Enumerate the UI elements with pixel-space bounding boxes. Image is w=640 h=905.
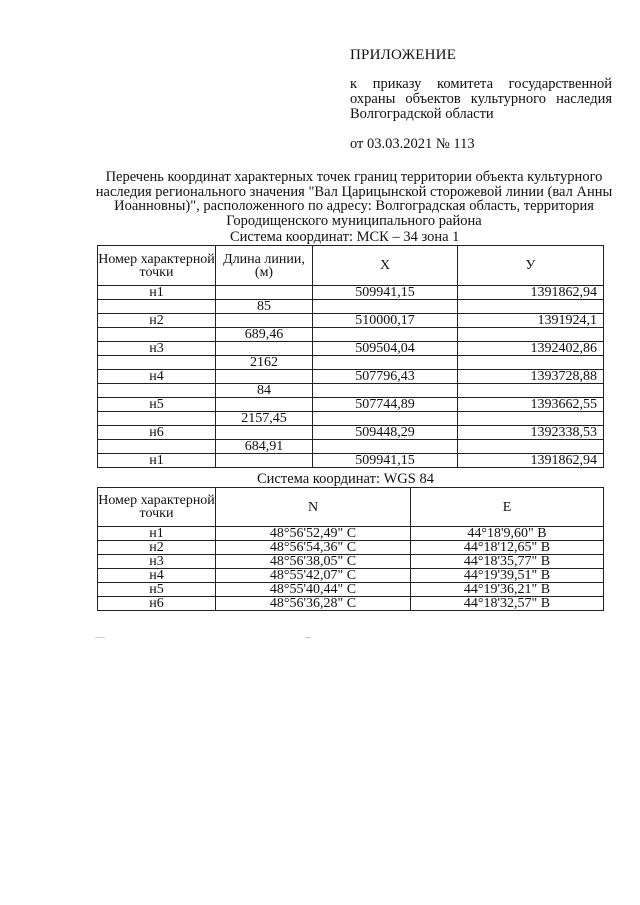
x-coordinate: 507796,43	[313, 370, 458, 384]
table2-row	[98, 555, 604, 569]
empty-cell	[98, 300, 216, 314]
line-length: 84	[216, 384, 313, 398]
table1-header-row	[98, 246, 604, 286]
line-length: 85	[216, 300, 313, 314]
empty-cell	[458, 300, 604, 314]
x-coordinate: 509504,04	[313, 342, 458, 356]
empty-cell	[98, 328, 216, 342]
scan-mark	[305, 637, 311, 638]
table1-point-row	[98, 314, 604, 328]
table1-header-point: Номер характерной точки	[98, 246, 216, 286]
empty-cell	[313, 300, 458, 314]
line-length: 2157,45	[216, 412, 313, 426]
point-number: н2	[98, 541, 216, 555]
empty-length-cell	[216, 286, 313, 300]
empty-length-cell	[216, 398, 313, 412]
empty-cell	[458, 412, 604, 426]
y-coordinate: 1393728,88	[458, 370, 604, 384]
latitude: 48°55'40,44" С	[216, 583, 411, 597]
scan-mark	[95, 637, 105, 638]
point-number: н1	[98, 527, 216, 541]
point-number: н2	[98, 314, 216, 328]
table2-header-row	[98, 488, 604, 527]
table2-row	[98, 583, 604, 597]
msk-coordinates-table	[97, 245, 604, 468]
x-coordinate: 510000,17	[313, 314, 458, 328]
point-number: н3	[98, 342, 216, 356]
y-coordinate: 1391924,1	[458, 314, 604, 328]
x-coordinate: 507744,89	[313, 398, 458, 412]
appendix-order-line: к приказу комитета государственной охраны объектов культурного наследия Волгоградской области	[350, 76, 612, 122]
line-length: 689,46	[216, 328, 313, 342]
empty-cell	[98, 356, 216, 370]
x-coordinate: 509941,15	[313, 454, 458, 468]
table1-header-length: Длина линии, (м)	[216, 246, 313, 286]
point-number: н6	[98, 597, 216, 611]
appendix-title: ПРИЛОЖЕНИЕ	[350, 47, 457, 63]
table2-row	[98, 541, 604, 555]
y-coordinate: 1393662,55	[458, 398, 604, 412]
empty-cell	[458, 440, 604, 454]
table1-header-y: У	[458, 246, 604, 286]
longitude: 44°18'35,77" В	[411, 555, 604, 569]
longitude: 44°19'39,51" В	[411, 569, 604, 583]
empty-length-cell	[216, 426, 313, 440]
empty-length-cell	[216, 342, 313, 356]
empty-length-cell	[216, 454, 313, 468]
empty-cell	[98, 412, 216, 426]
table2-header-e: E	[411, 488, 604, 527]
empty-cell	[458, 328, 604, 342]
table1-point-row	[98, 286, 604, 300]
table1-caption: Система координат: МСК – 34 зона 1	[230, 229, 460, 245]
table1-point-row	[98, 342, 604, 356]
empty-cell	[313, 356, 458, 370]
table2-row	[98, 569, 604, 583]
appendix-date-line: от 03.03.2021 № 113	[350, 136, 475, 152]
table2-header-n: N	[216, 488, 411, 527]
empty-cell	[98, 384, 216, 398]
table1-point-row	[98, 398, 604, 412]
appendix-block	[350, 48, 612, 152]
empty-cell	[313, 440, 458, 454]
y-coordinate: 1392402,86	[458, 342, 604, 356]
document-heading: Перечень координат характерных точек границ территории объекта культурного наследия регионального значения "Вал Царицынской сторожевой линии (вал Анны Иоанновны)", расположенного по адресу: Волгоградская область, территория Городищенского муниципального района	[95, 169, 613, 229]
table1-point-row	[98, 454, 604, 468]
table1-length-row	[98, 384, 604, 398]
y-coordinate: 1392338,53	[458, 426, 604, 440]
table2-row	[98, 527, 604, 541]
empty-cell	[458, 356, 604, 370]
table2-header-point: Номер характерной точки	[98, 488, 216, 527]
table1-length-row	[98, 328, 604, 342]
table1-point-row	[98, 426, 604, 440]
point-number: н3	[98, 555, 216, 569]
table1-length-row	[98, 300, 604, 314]
latitude: 48°56'38,05" С	[216, 555, 411, 569]
point-number: н4	[98, 370, 216, 384]
table2-caption: Система координат: WGS 84	[257, 471, 434, 487]
longitude: 44°18'9,60" В	[411, 527, 604, 541]
empty-cell	[313, 412, 458, 426]
y-coordinate: 1391862,94	[458, 454, 604, 468]
point-number: н1	[98, 286, 216, 300]
table1-length-row	[98, 356, 604, 370]
line-length: 2162	[216, 356, 313, 370]
point-number: н5	[98, 583, 216, 597]
point-number: н6	[98, 426, 216, 440]
x-coordinate: 509448,29	[313, 426, 458, 440]
longitude: 44°19'36,21" В	[411, 583, 604, 597]
point-number: н4	[98, 569, 216, 583]
latitude: 48°56'36,28" С	[216, 597, 411, 611]
wgs84-coordinates-table	[97, 487, 604, 611]
longitude: 44°18'12,65" В	[411, 541, 604, 555]
point-number: н1	[98, 454, 216, 468]
empty-length-cell	[216, 314, 313, 328]
table1-point-row	[98, 370, 604, 384]
table2-row	[98, 597, 604, 611]
empty-length-cell	[216, 370, 313, 384]
empty-cell	[313, 384, 458, 398]
y-coordinate: 1391862,94	[458, 286, 604, 300]
latitude: 48°56'54,36" С	[216, 541, 411, 555]
latitude: 48°55'42,07" С	[216, 569, 411, 583]
table1-length-row	[98, 412, 604, 426]
point-number: н5	[98, 398, 216, 412]
table1-header-x: X	[313, 246, 458, 286]
longitude: 44°18'32,57" В	[411, 597, 604, 611]
empty-cell	[98, 440, 216, 454]
latitude: 48°56'52,49" С	[216, 527, 411, 541]
empty-cell	[458, 384, 604, 398]
x-coordinate: 509941,15	[313, 286, 458, 300]
empty-cell	[313, 328, 458, 342]
line-length: 684,91	[216, 440, 313, 454]
table1-length-row	[98, 440, 604, 454]
